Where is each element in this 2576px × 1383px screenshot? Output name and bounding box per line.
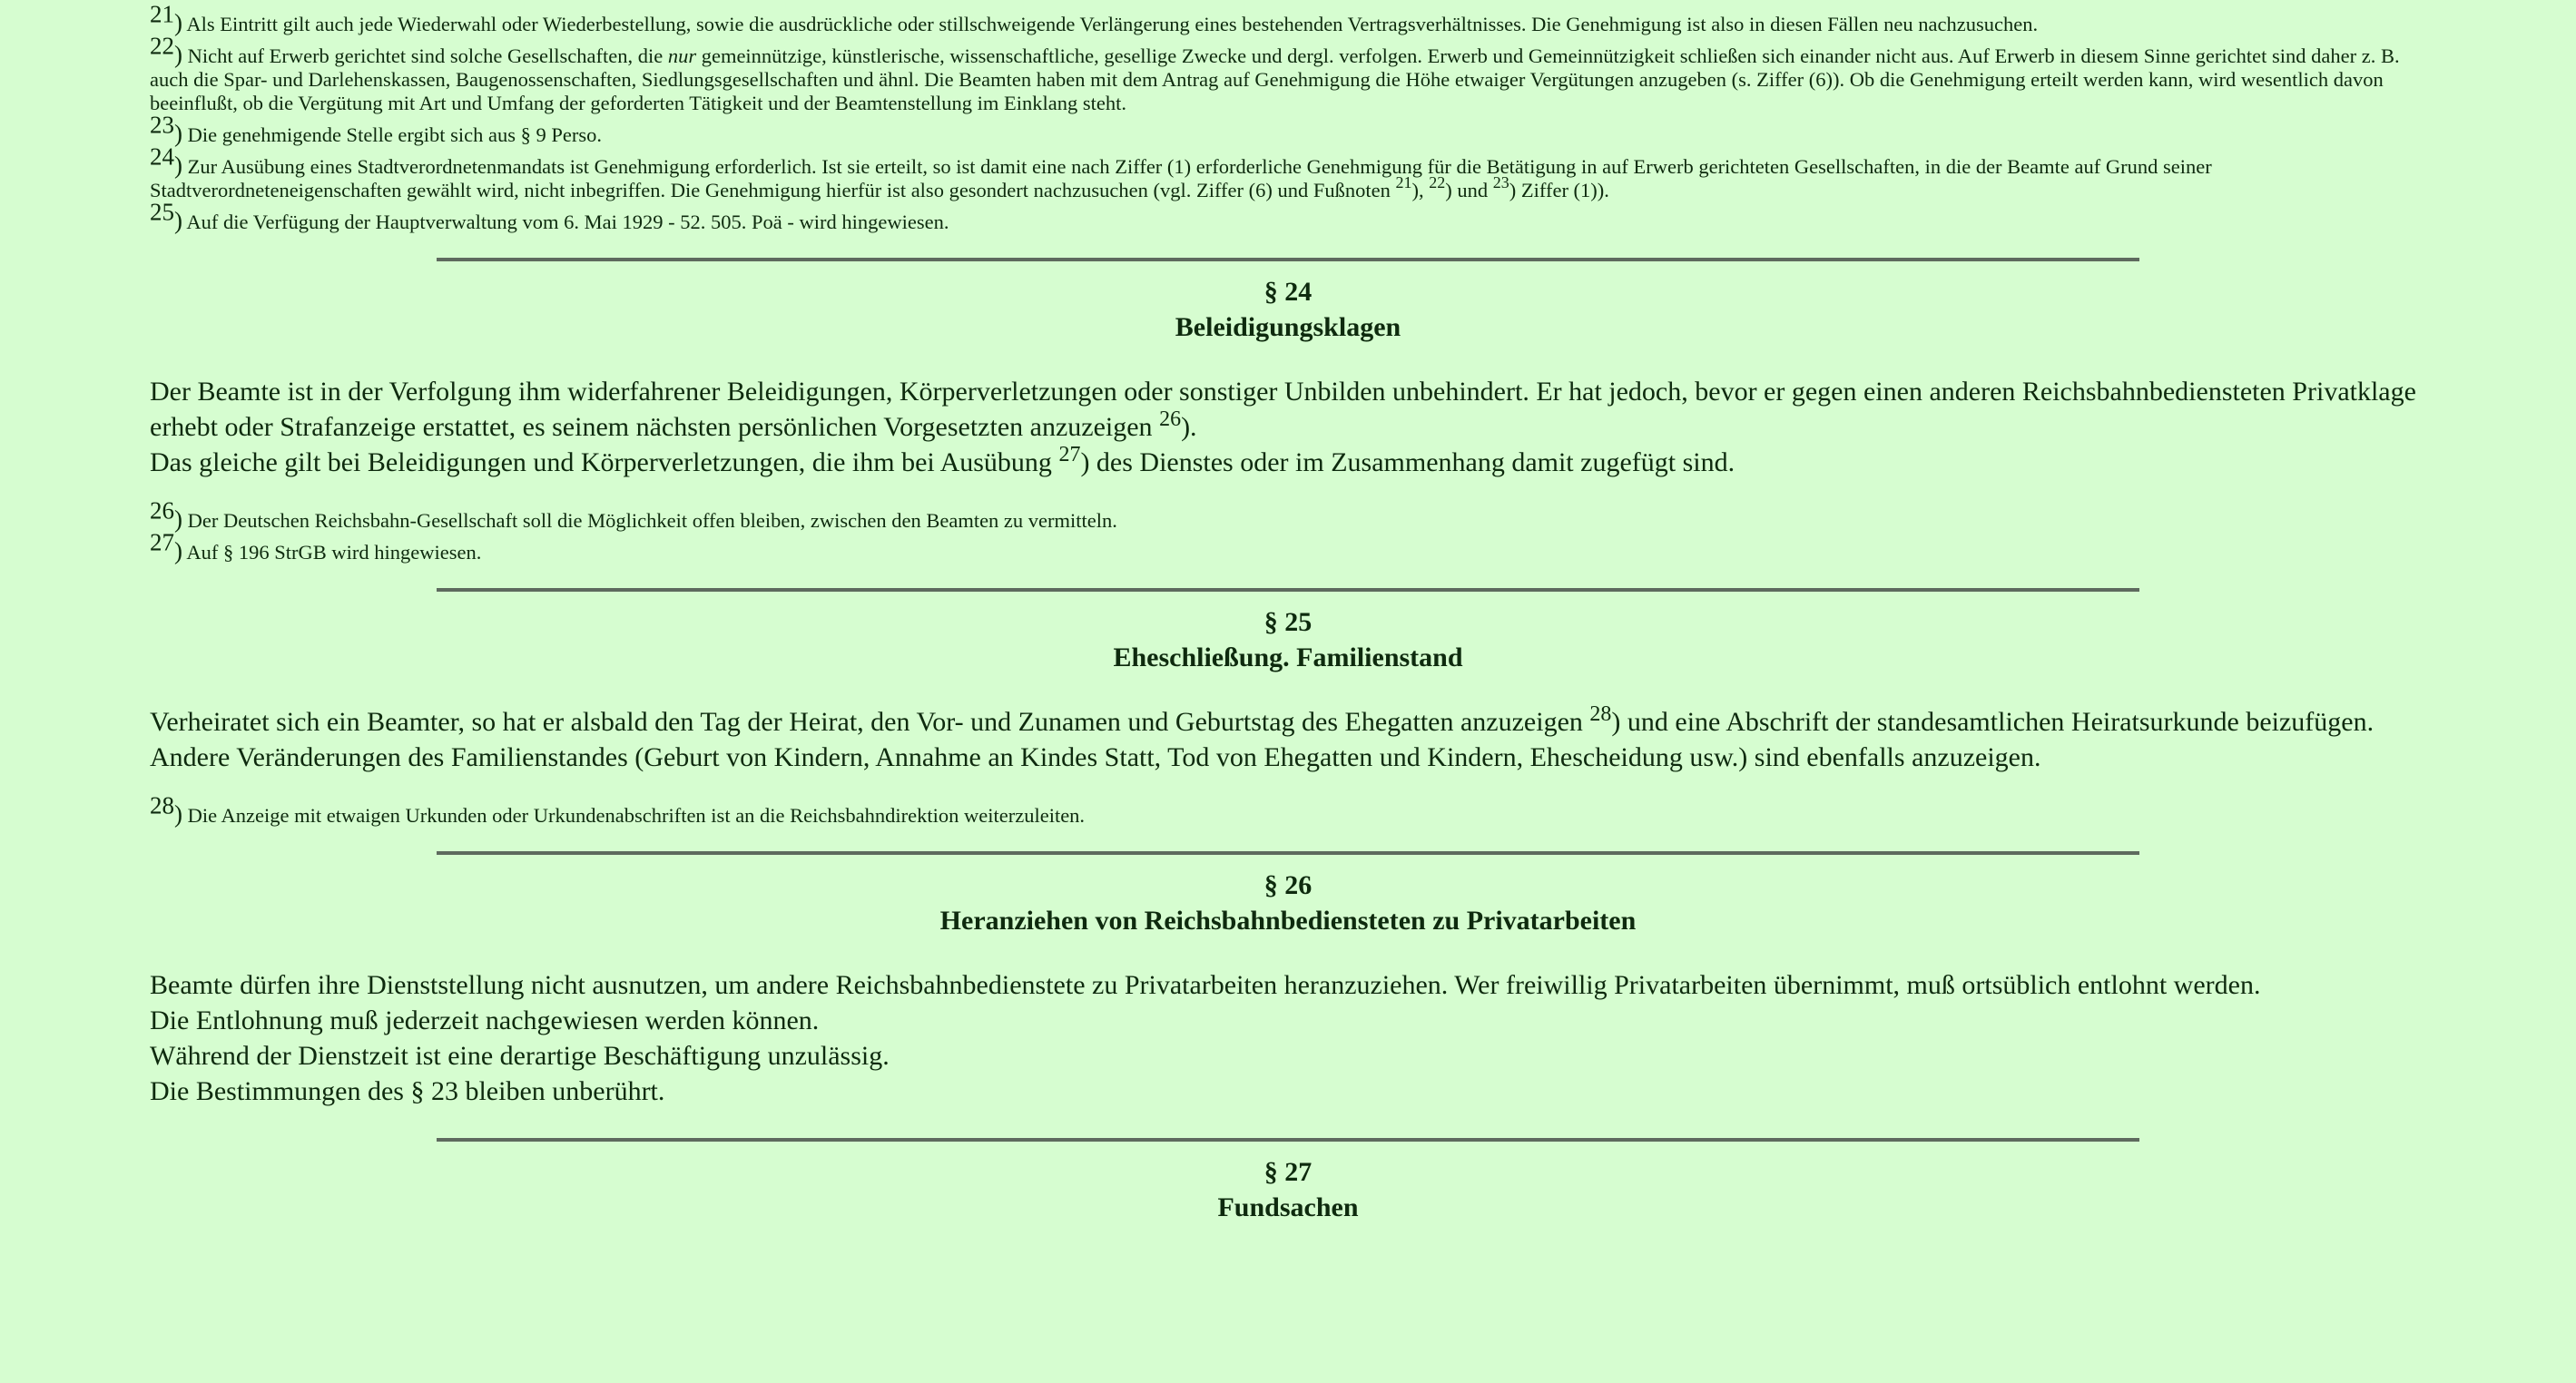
section-divider xyxy=(437,1138,2139,1142)
paragraph: Die Bestimmungen des § 23 bleiben unberührt. xyxy=(150,1076,665,1106)
footnote-22: $^{22}$) Nicht auf Erwerb gerichtet sind solche Gesellschaften, die nur gemeinnützige, künstlerische, wissenschaftliche, gesellige Zwecke und dergl. verfolgen. Erwerb und Gemeinnützigkeit schließen sich einander nicht aus. Auf Erwerb in diesem Sinne gerichtet sind daher z. B. auch die Spar- und Darlehenskassen, Baugenossenschaften, Siedlungsgesellschaften und ähnl. Die Beamten haben mit dem Antrag auf Genehmigung die Höhe etwaiger Vergütungen anzugeben (s. Ziffer (6)). Ob die Genehmigung erteilt werden kann, wird wesentlich davon beeinflußt, ob die Vergütung mit Art und Umfang der geforderten Tätigkeit und der Beamtenstellung im Einklang steht. xyxy=(150,32,2400,114)
section-body-24 xyxy=(150,374,2426,480)
footnote-ref-26[interactable]: 26 xyxy=(1159,407,1182,432)
paragraph-text: Das gleiche gilt bei Beleidigungen und Körperverletzungen, die ihm bei Ausübung xyxy=(150,447,1059,477)
footnote-25: $^{25}$) Auf die Verfügung der Hauptverwaltung vom 6. Mai 1929 - 52. 505. Poä - wird hingewiesen. xyxy=(150,198,949,234)
footnote-text: Als Eintritt gilt auch jede Wiederwahl oder Wiederbestellung, sowie die ausdrückliche oder stillschweigende Verlängerung eines bestehenden Vertragsverhältnisses. Die Genehmigung ist also in diesen Fällen neu nachzusuchen. xyxy=(186,13,2039,35)
footnote-text: ) und xyxy=(1445,179,1493,201)
footnote-ref-22[interactable]: 22 xyxy=(1429,173,1446,192)
section-divider xyxy=(437,588,2139,592)
footnote-21: $^{21}$) Als Eintritt gilt auch jede Wiederwahl oder Wiederbestellung, sowie die ausdrückliche oder stillschweigende Verlängerung eines bestehenden Vertragsverhältnisses. Die Genehmigung ist also in diesen Fällen neu nachzusuchen. xyxy=(150,0,2039,36)
section-body-26 xyxy=(150,967,2426,1109)
footnote-number: 28 xyxy=(150,791,174,819)
paragraph: Andere Veränderungen des Familienstandes (Geburt von Kindern, Annahme an Kindes Statt, Tod von Ehegatten und Kindern, Ehescheidung usw.) sind ebenfalls anzuzeigen. xyxy=(150,742,2041,772)
section-number: § 25 xyxy=(1263,607,1313,637)
section-divider xyxy=(437,851,2139,855)
section-heading-25 xyxy=(150,604,2426,675)
section-heading-24 xyxy=(150,274,2426,345)
footnote-number: 21 xyxy=(150,0,174,28)
emphasis-nur: nur xyxy=(667,44,697,67)
footnote-26: $^{26}$) Der Deutschen Reichsbahn-Gesellschaft soll die Möglichkeit offen bleiben, zwischen den Beamten zu vermitteln. xyxy=(150,496,1117,533)
section-heading-27 xyxy=(150,1154,2426,1225)
footnote-text: gemeinnützige, künstlerische, wissenschaftliche, gesellige Zwecke und dergl. verfolgen. Erwerb und Gemeinnützigkeit schließen sich einander nicht aus. Auf Erwerb in diesem Sinne gerichtet sind daher z. B. auch die Spar- und Darlehenskassen, Baugenossenschaften, Siedlungsgesellschaften und ähnl. Die Beamten haben mit dem Antrag auf Genehmigung die Höhe etwaiger Vergütungen anzugeben (s. Ziffer (6)). Ob die Genehmigung erteilt werden kann, wird wesentlich davon beeinflußt, ob die Vergütung mit Art und Umfang der geforderten Tätigkeit und der Beamtenstellung im Einklang steht. xyxy=(150,44,2400,114)
section-body-25 xyxy=(150,704,2426,775)
footnote-ref-27[interactable]: 27 xyxy=(1058,443,1081,467)
paragraph-text: ) des Dienstes oder im Zusammenhang damit zugefügt sind. xyxy=(1080,447,1735,477)
footnote-text: Auf die Verfügung der Hauptverwaltung vom 6. Mai 1929 - 52. 505. Poä - wird hingewiesen. xyxy=(186,211,949,233)
section-divider xyxy=(437,258,2139,261)
paragraph-text: ). xyxy=(1181,412,1197,442)
footnote-28: $^{28}$) Die Anzeige mit etwaigen Urkunden oder Urkundenabschriften ist an die Reichsbahndirektion weiterzuleiten. xyxy=(150,791,1086,828)
section-title: Eheschließung. Familienstand xyxy=(1113,642,1463,672)
section-number: § 26 xyxy=(1263,870,1313,900)
footnote-number: 22 xyxy=(150,32,174,60)
footnote-text: Zur Ausübung eines Stadtverordnetenmandats ist Genehmigung erforderlich. Ist sie erteilt, so ist damit eine nach Ziffer (1) erforderliche Genehmigung für die Betätigung in auf Erwerb gerichteten Gesellschaften, in die der Beamte auf Grund seiner Stadtverordneteneigenschaften gewählt wird, nicht inbegriffen. Die Genehmigung hierfür ist also gesondert nachzusuchen (vgl. Ziffer (6) und Fußnoten xyxy=(150,155,2212,201)
section-title: Beleidigungsklagen xyxy=(1175,312,1401,342)
paragraph: Beamte dürfen ihre Dienststellung nicht ausnutzen, um andere Reichsbahnbedienstete zu Privatarbeiten heranzuziehen. Wer freiwillig Privatarbeiten übernimmt, muß ortsüblich entlohnt werden. xyxy=(150,970,2261,1000)
footnote-text: Nicht auf Erwerb gerichtet sind solche Gesellschaften, die xyxy=(187,44,668,67)
paragraph xyxy=(150,374,2426,445)
paragraph xyxy=(150,445,2426,480)
footnote-23: $^{23}$) Die genehmigende Stelle ergibt sich aus § 9 Perso. xyxy=(150,111,602,147)
paragraph: Während der Dienstzeit ist eine derartige Beschäftigung unzulässig. xyxy=(150,1041,890,1071)
section-title: Heranziehen von Reichsbahnbediensteten zu Privatarbeiten xyxy=(939,906,1637,936)
section-heading-26 xyxy=(150,868,2426,938)
section-number: § 24 xyxy=(1263,277,1313,307)
section-footnotes-25 xyxy=(150,791,2426,828)
footnote-number: 27 xyxy=(150,528,174,556)
paragraph xyxy=(150,704,2426,740)
paragraph: Die Entlohnung muß jederzeit nachgewiesen werden können. xyxy=(150,1005,820,1035)
footnote-ref-28[interactable]: 28 xyxy=(1589,702,1612,727)
paragraph-text: Der Beamte ist in der Verfolgung ihm widerfahrener Beleidigungen, Körperverletzungen oder sonstiger Unbilden unbehindert. Er hat jedoch, bevor er gegen einen anderen Reichsbahnbediensteten Privatklage erhebt oder Strafanzeige erstattet, es seinem nächsten persönlichen Vorgesetzten anzuzeigen xyxy=(150,377,2416,442)
footnote-number: 25 xyxy=(150,198,174,226)
footnote-27: $^{27}$) Auf § 196 StrGB wird hingewiesen. xyxy=(150,528,482,564)
footnotes-block-top xyxy=(150,0,2426,234)
footnote-24: $^{24}$) Zur Ausübung eines Stadtverordnetenmandats ist Genehmigung erforderlich. Ist sie erteilt, so ist damit eine nach Ziffer (1) erforderliche Genehmigung für die Betätigung in auf Erwerb gerichteten Gesellschaften, in die der Beamte auf Grund seiner Stadtverordneteneigenschaften gewählt wird, nicht inbegriffen. Die Genehmigung hierfür ist also gesondert nachzusuchen (vgl. Ziffer (6) und Fußnoten $^{21}$), $^{22}$) und $^{23}$) Ziffer (1)). xyxy=(150,142,2212,201)
footnote-ref-21[interactable]: 21 xyxy=(1395,173,1412,192)
footnote-text: Der Deutschen Reichsbahn-Gesellschaft soll die Möglichkeit offen bleiben, zwischen den Beamten zu vermitteln. xyxy=(187,509,1117,532)
paragraph-text: Verheiratet sich ein Beamter, so hat er alsbald den Tag der Heirat, den Vor- und Zunamen und Geburtstag des Ehegatten anzuzeigen xyxy=(150,707,1590,737)
footnote-number: 24 xyxy=(150,142,174,171)
section-title: Fundsachen xyxy=(1217,1192,1359,1222)
footnote-text: Die Anzeige mit etwaigen Urkunden oder Urkundenabschriften ist an die Reichsbahndirektion weiterzuleiten. xyxy=(187,804,1086,827)
footnote-number: 26 xyxy=(150,496,174,525)
footnote-number: 23 xyxy=(150,111,174,139)
section-number: § 27 xyxy=(1263,1157,1313,1187)
paragraph-text: ) und eine Abschrift der standesamtlichen Heiratsurkunde beizufügen. xyxy=(1611,707,2374,737)
footnote-text: Auf § 196 StrGB wird hingewiesen. xyxy=(186,541,482,564)
section-footnotes-24 xyxy=(150,496,2426,564)
footnote-text: ), xyxy=(1411,179,1430,201)
footnote-text: ) Ziffer (1)). xyxy=(1509,179,1609,201)
footnote-text: Die genehmigende Stelle ergibt sich aus § 9 Perso. xyxy=(187,123,602,146)
footnote-ref-23[interactable]: 23 xyxy=(1492,173,1509,192)
